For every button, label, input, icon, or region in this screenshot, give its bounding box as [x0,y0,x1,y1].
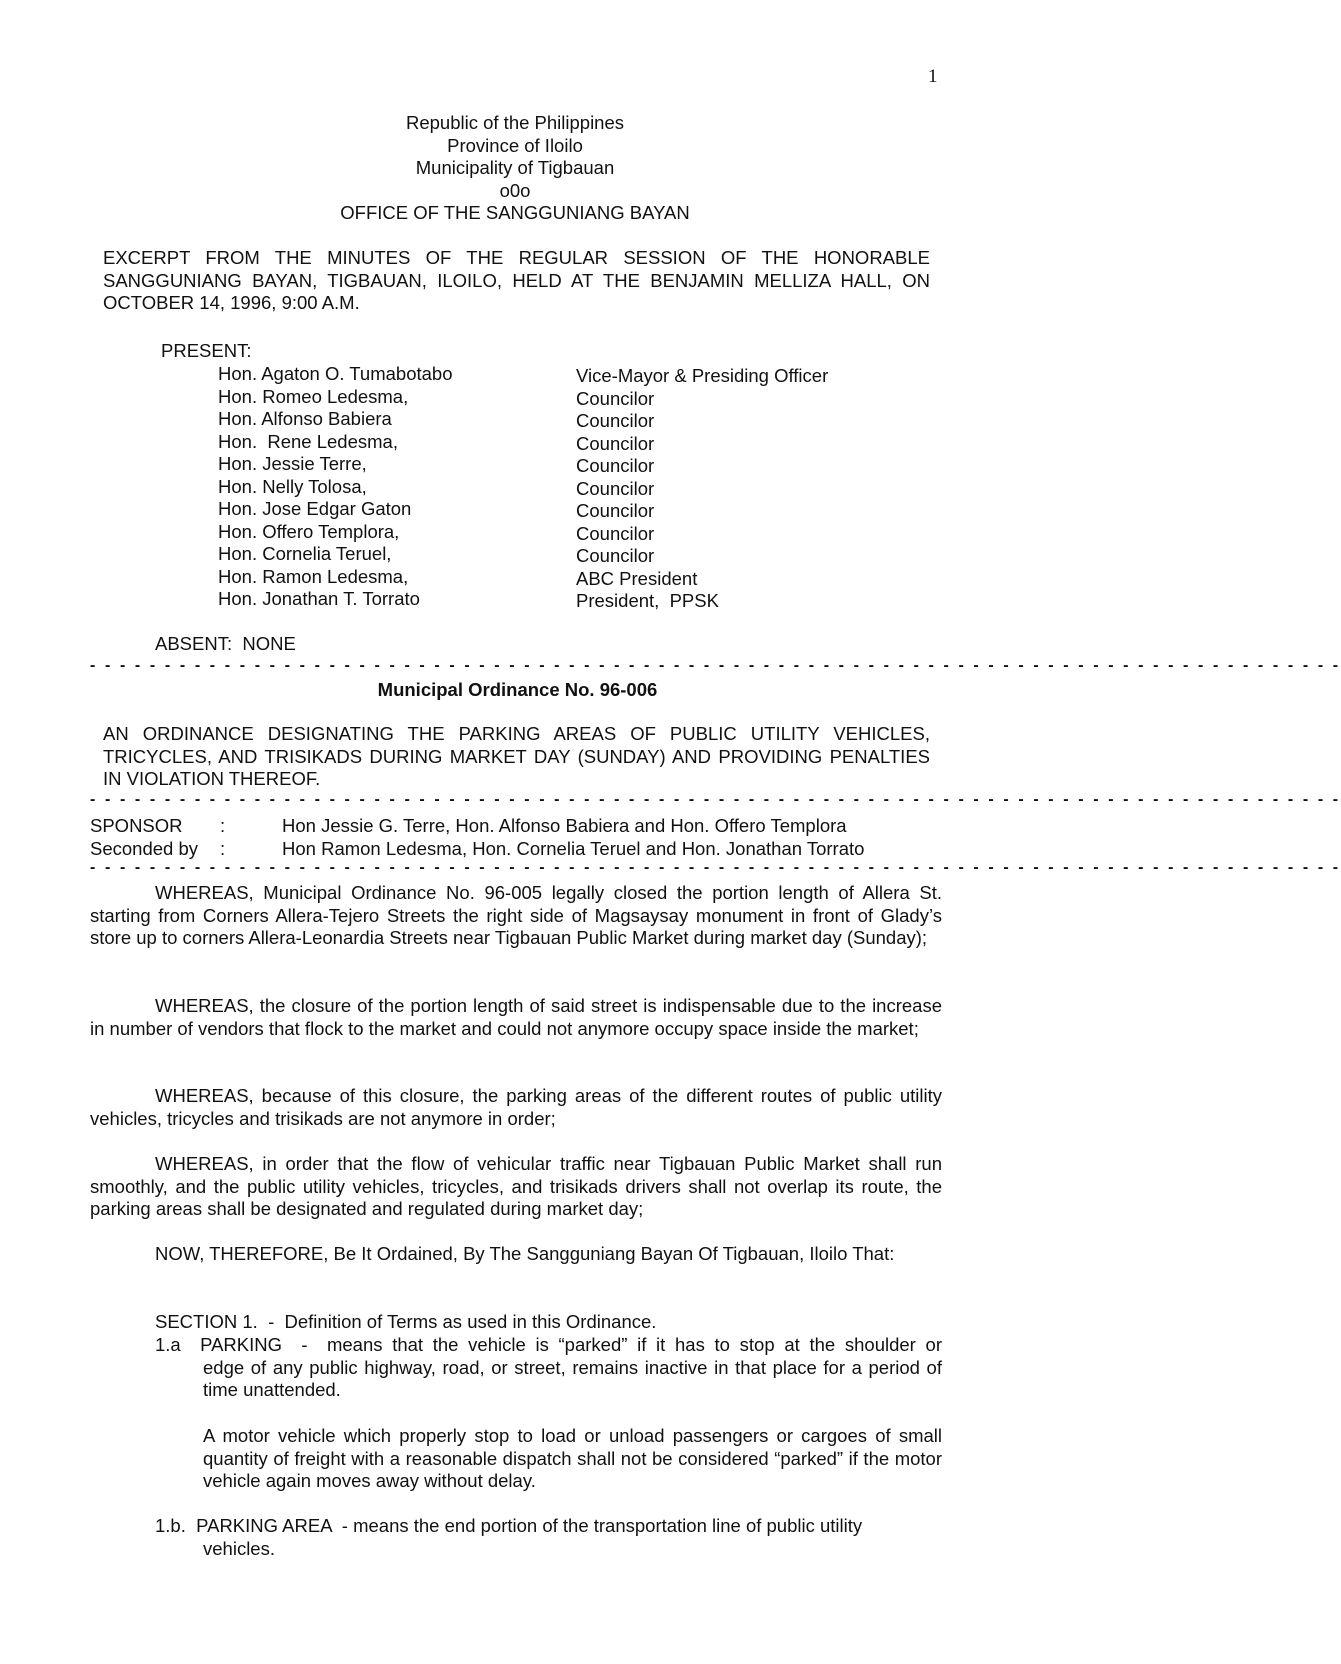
member-name: Hon. Agaton O. Tumabotabo [218,363,453,384]
sponsor-value: Hon Jessie G. Terre, Hon. Alfonso Babiera and Hon. Offero Templora [282,815,847,836]
now-therefore: NOW, THEREFORE, Be It Ordained, By The Sangguniang Bayan Of Tigbauan, Iloilo That: [155,1243,895,1264]
member-role: Councilor [576,477,655,499]
member-name: Hon. Ramon Ledesma, [218,565,409,587]
absent-line: ABSENT: NONE [155,633,296,654]
seconded-value: Hon Ramon Ledesma, Hon. Cornelia Teruel and Hon. Jonathan Torrato [282,838,865,859]
definition-parking-area-first-line: 1.b. PARKING AREA - means the end portion of the transportation line of public utility [155,1515,863,1536]
member-name: Hon. Cornelia Teruel, [218,543,392,564]
member-name: Hon. Rene Ledesma, [218,430,398,452]
member-role: Councilor [576,545,655,566]
header-office: OFFICE OF THE SANGGUNIANG BAYAN [340,202,690,223]
header-republic: Republic of the Philippines [405,112,625,133]
definition-parking-continuation: edge of any public highway, road, or street, remains inactive in that place for a period of time unattended. [203,1356,942,1400]
excerpt-paragraph: EXCERPT FROM THE MINUTES OF THE REGULAR SESSION OF THE HONORABLE SANGGUNIANG BAYAN, TIGBAUAN, ILOILO, HELD AT THE BENJAMIN MELLIZA HALL, ON OCTOBER 14, 1996, 9:00 A.M. [103,247,930,313]
ordinance-title: Municipal Ordinance No. 96-006 [377,679,658,700]
whereas-2: WHEREAS, the closure of the portion length of said street is indispensable due to the increase in number of vendors that flock to the market and could not anymore occupy space inside the market; [90,995,942,1039]
member-names [218,363,453,611]
seconded-label: Seconded by [90,838,199,859]
separator-2: - - - - - - - - - - - - - - - - - - - - - - - - - - - - - - - - - - - - - - - - - - - - - - - - - - - - - - - - - - - - - - - - - - - - - - - - - - - - - - - - - - - - [90,791,1341,808]
member-role: President, PPSK [576,590,719,611]
header-municipality: Municipality of Tigbauan [415,157,615,178]
member-role: Councilor [576,500,655,521]
member-role: Councilor [576,387,655,409]
sponsor-label: SPONSOR [90,815,183,836]
definition-parking-first-line: 1.a PARKING - means that the vehicle is “parked” if it has to stop at the shoulder or [155,1334,942,1355]
member-roles [576,365,828,613]
member-name: Hon. Romeo Ledesma, [218,385,409,407]
whereas-4: WHEREAS, in order that the flow of vehicular traffic near Tigbauan Public Market shall run smoothly, and the public utility vehicles, tricycles, and trisikads drivers shall not overlap its route, the parking areas shall be designated and regulated during market day; [90,1153,942,1219]
member-name: Hon. Alfonso Babiera [218,408,392,429]
member-role: Vice-Mayor & Presiding Officer [576,365,829,386]
member-role: Councilor [576,455,655,476]
header-ornament: o0o [499,179,531,201]
whereas-1: WHEREAS, Municipal Ordinance No. 96-005 legally closed the portion length of Allera St. starting from Corners Allera-Tejero Streets the right side of Magsaysay monument in front of Glady’s store up to corners Allera-Leonardia Streets near Tigbauan Public Market during market day (Sunday); [90,882,942,948]
separator-3: - - - - - - - - - - - - - - - - - - - - - - - - - - - - - - - - - - - - - - - - - - - - - - - - - - - - - - - - - - - - - - - - - - - - - - - - - - - - - - - - - - - - [90,859,1341,876]
member-role: Councilor [576,410,655,431]
member-name: Hon. Jose Edgar Gaton [218,498,412,519]
member-name: Hon. Offero Templora, [218,520,400,542]
definition-parking-area [155,1515,942,1560]
section-1-heading: SECTION 1. - Definition of Terms as used in this Ordinance. [155,1311,657,1332]
member-role: Councilor [576,432,655,454]
present-label: PRESENT: [161,340,252,361]
member-name: Hon. Jonathan T. Torrato [218,588,420,609]
ordinance-description: AN ORDINANCE DESIGNATING THE PARKING AREAS OF PUBLIC UTILITY VEHICLES, TRICYCLES, AND TRISIKADS DURING MARKET DAY (SUNDAY) AND PROVIDING PENALTIES IN VIOLATION THEREOF. [103,723,930,789]
document-header [0,112,1030,225]
sponsor-colon: : [220,815,226,836]
member-role: Councilor [576,522,655,544]
definition-parking-note: A motor vehicle which properly stop to load or unload passengers or cargoes of small quantity of freight with a reasonable dispatch shall not be considered “parked” if the motor vehicle again moves away without delay. [203,1425,942,1491]
seconded-colon: : [220,838,226,859]
member-name: Hon. Nelly Tolosa, [218,475,367,497]
member-name: Hon. Jessie Terre, [218,453,367,474]
seconded-row [90,838,864,860]
sponsor-row [90,815,847,837]
page-number: 1 [928,66,938,87]
definition-parking-area-continuation: vehicles. [203,1537,275,1559]
definition-parking [155,1334,942,1402]
member-role: ABC President [576,567,698,589]
separator-1: - - - - - - - - - - - - - - - - - - - - - - - - - - - - - - - - - - - - - - - - - - - - - - - - - - - - - - - - - - - - - - - - - - - - - - - - - - - - - - - - - - - - [90,657,1341,674]
header-province: Province of Iloilo [447,134,583,156]
whereas-3: WHEREAS, because of this closure, the parking areas of the different routes of public utility vehicles, tricycles and trisikads are not anymore in order; [90,1085,942,1129]
